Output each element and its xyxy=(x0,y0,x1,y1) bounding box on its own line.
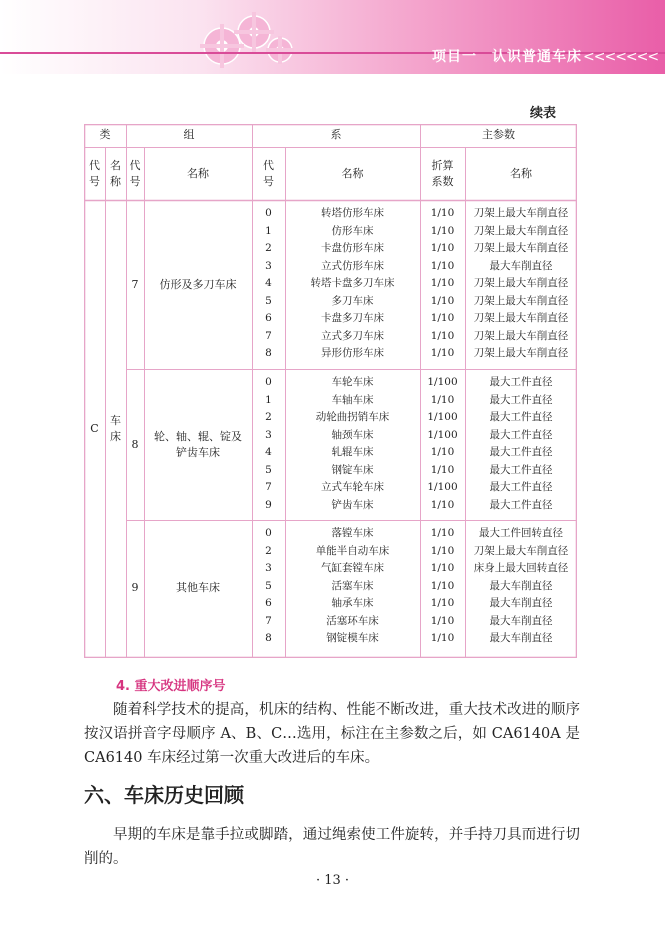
param-name: 最大工件直径 xyxy=(489,463,553,476)
series-code: 6 xyxy=(265,597,272,609)
factor: 1/10 xyxy=(430,393,455,406)
continued-label: 续表 xyxy=(530,106,557,121)
series-name: 立式车轮车床 xyxy=(321,481,384,493)
factor: 1/10 xyxy=(430,562,455,574)
series-code: 8 xyxy=(265,632,272,644)
series-name: 车轴车床 xyxy=(331,393,374,406)
param-name: 最大车削直径 xyxy=(489,632,553,644)
subheader-factor: 折算 系数 xyxy=(431,159,454,188)
group-code-9: 9 xyxy=(131,581,139,594)
factor: 1/100 xyxy=(427,376,458,388)
param-name: 刀架上最大车削直径 xyxy=(473,544,569,557)
factor: 1/10 xyxy=(430,527,455,539)
series-name: 轴颈车床 xyxy=(331,428,374,441)
series-code: 1 xyxy=(265,224,272,237)
series-code: 3 xyxy=(265,259,272,272)
factor: 1/10 xyxy=(430,463,455,476)
series-code: 5 xyxy=(265,579,272,592)
section-6-heading: 六、车床历史回顾 xyxy=(84,783,244,807)
series-name: 钢锭模车床 xyxy=(326,632,379,644)
param-name: 床身上最大回转直径 xyxy=(473,562,569,574)
series-code: 4 xyxy=(265,277,272,289)
factor: 1/10 xyxy=(430,294,455,307)
series-name: 气缸套镗车床 xyxy=(321,562,384,574)
group-code-7: 7 xyxy=(131,278,139,291)
param-name: 刀架上最大车削直径 xyxy=(473,312,569,324)
param-name: 最大工件直径 xyxy=(489,411,553,423)
page-number: · 13 · xyxy=(315,873,350,888)
section-4-paragraph: 随着科学技术的提高，机床的结构、性能不断改进，重大技术改进的顺序按汉语拼音字母顺序 A、B、C…选用，标注在主参数之后，如 CA6140A 是 CA6140 车床经过第一次重大改进后的车床。 xyxy=(84,702,580,766)
param-name: 最大车削直径 xyxy=(489,614,553,627)
series-name: 卡盘仿形车床 xyxy=(321,242,384,254)
series-name: 转塔卡盘多刀车床 xyxy=(310,277,395,289)
subheader-class-name: 名 称 xyxy=(110,159,121,188)
series-name: 仿形车床 xyxy=(331,224,374,237)
param-name: 最大工件直径 xyxy=(489,393,553,406)
series-name: 活塞车床 xyxy=(331,579,374,592)
series-code: 0 xyxy=(265,527,272,539)
series-code: 5 xyxy=(265,463,272,476)
factor: 1/10 xyxy=(430,347,455,359)
param-name: 刀架上最大车削直径 xyxy=(473,329,569,342)
subheader-group-code: 代 号 xyxy=(129,159,141,188)
header-series: 系 xyxy=(330,128,342,141)
series-code: 9 xyxy=(265,498,272,511)
param-name: 刀架上最大车削直径 xyxy=(473,277,569,289)
page-header xyxy=(0,0,665,74)
subheader-series-name: 名称 xyxy=(341,167,364,180)
header-group: 组 xyxy=(183,128,195,141)
factor: 1/100 xyxy=(427,481,458,493)
series-name: 立式多刀车床 xyxy=(321,329,384,342)
param-name: 最大车削直径 xyxy=(489,597,553,609)
factor: 1/100 xyxy=(427,428,458,441)
series-name: 转塔仿形车床 xyxy=(321,207,384,219)
section-6-paragraph: 早期的车床是靠手拉或脚踏，通过绳索使工件旋转，并手持刀具而进行切削的。 xyxy=(84,827,580,867)
factor: 1/10 xyxy=(430,632,455,644)
series-name: 异形仿形车床 xyxy=(321,347,384,359)
series-name: 钢锭车床 xyxy=(331,463,374,476)
series-name: 单能半自动车床 xyxy=(315,544,390,557)
param-name: 最大工件直径 xyxy=(489,376,553,388)
subheader-series-code: 代 号 xyxy=(263,159,274,188)
group-name-7: 仿形及多刀车床 xyxy=(159,278,237,291)
param-name: 最大工件回转直径 xyxy=(479,527,563,539)
series-code: 7 xyxy=(265,614,272,627)
param-name: 最大工件直径 xyxy=(489,481,553,493)
group-name-8: 轮、轴、辊、锭及 铲齿车床 xyxy=(154,430,242,459)
series-name: 铲齿车床 xyxy=(331,498,374,511)
series-code: 0 xyxy=(265,207,272,219)
lathe-classification-table xyxy=(84,124,577,658)
factor: 1/10 xyxy=(430,242,455,254)
param-name: 最大工件直径 xyxy=(489,446,553,458)
group-name-9: 其他车床 xyxy=(176,581,220,594)
param-name: 最大车削直径 xyxy=(489,259,553,272)
factor: 1/10 xyxy=(430,224,455,237)
header-class: 类 xyxy=(99,128,111,141)
chevron-decoration-icon: <<<<<<< xyxy=(583,49,659,65)
subheader-group-name: 名称 xyxy=(187,167,209,180)
series-name: 轧辊车床 xyxy=(331,446,374,458)
factor: 1/10 xyxy=(430,259,455,272)
series-name: 活塞环车床 xyxy=(326,614,379,627)
series-code: 6 xyxy=(265,312,272,324)
factor: 1/10 xyxy=(430,329,455,342)
param-name: 刀架上最大车削直径 xyxy=(473,242,569,254)
section-4-heading: 4. 重大改进顺序号 xyxy=(116,679,226,694)
series-code: 0 xyxy=(265,376,272,388)
subheader-class-code: 代 号 xyxy=(89,159,100,188)
series-code: 7 xyxy=(265,329,272,342)
param-name: 刀架上最大车削直径 xyxy=(473,207,569,219)
series-code: 8 xyxy=(265,347,272,359)
param-name: 最大工件直径 xyxy=(489,498,553,511)
subheader-param-name: 名称 xyxy=(510,167,532,180)
series-code: 7 xyxy=(265,481,272,493)
factor: 1/10 xyxy=(430,544,455,557)
series-name: 车轮车床 xyxy=(331,376,374,388)
chapter-title: 项目一 认识普通车床 xyxy=(432,49,582,65)
param-name: 最大工件直径 xyxy=(489,428,553,441)
series-code: 2 xyxy=(265,242,272,254)
gear-decoration-icon xyxy=(192,6,302,68)
series-code: 5 xyxy=(265,294,272,307)
series-name: 落镗车床 xyxy=(331,527,374,539)
factor: 1/100 xyxy=(427,411,458,423)
param-name: 刀架上最大车削直径 xyxy=(473,347,569,359)
series-code: 1 xyxy=(265,393,272,406)
series-code: 3 xyxy=(265,428,272,441)
factor: 1/10 xyxy=(430,597,455,609)
series-code: 2 xyxy=(265,544,272,557)
group-code-8: 8 xyxy=(131,438,139,451)
factor: 1/10 xyxy=(430,312,455,324)
series-code: 3 xyxy=(265,562,272,574)
factor: 1/10 xyxy=(430,579,455,592)
factor: 1/10 xyxy=(430,207,455,219)
series-name: 立式仿形车床 xyxy=(321,259,384,272)
factor: 1/10 xyxy=(430,498,455,511)
param-name: 刀架上最大车削直径 xyxy=(473,294,569,307)
series-code: 4 xyxy=(265,446,272,458)
series-code: 2 xyxy=(265,411,272,423)
param-name: 刀架上最大车削直径 xyxy=(473,224,569,237)
series-name: 动轮曲拐销车床 xyxy=(315,411,390,423)
factor: 1/10 xyxy=(430,614,455,627)
header-main-param: 主参数 xyxy=(482,128,515,141)
series-name: 多刀车床 xyxy=(331,294,374,307)
class-name: 车 床 xyxy=(110,414,121,443)
param-name: 最大车削直径 xyxy=(489,579,553,592)
factor: 1/10 xyxy=(430,277,455,289)
series-name: 轴承车床 xyxy=(331,597,374,609)
series-name: 卡盘多刀车床 xyxy=(321,312,384,324)
class-code: C xyxy=(90,422,99,435)
factor: 1/10 xyxy=(430,446,455,458)
